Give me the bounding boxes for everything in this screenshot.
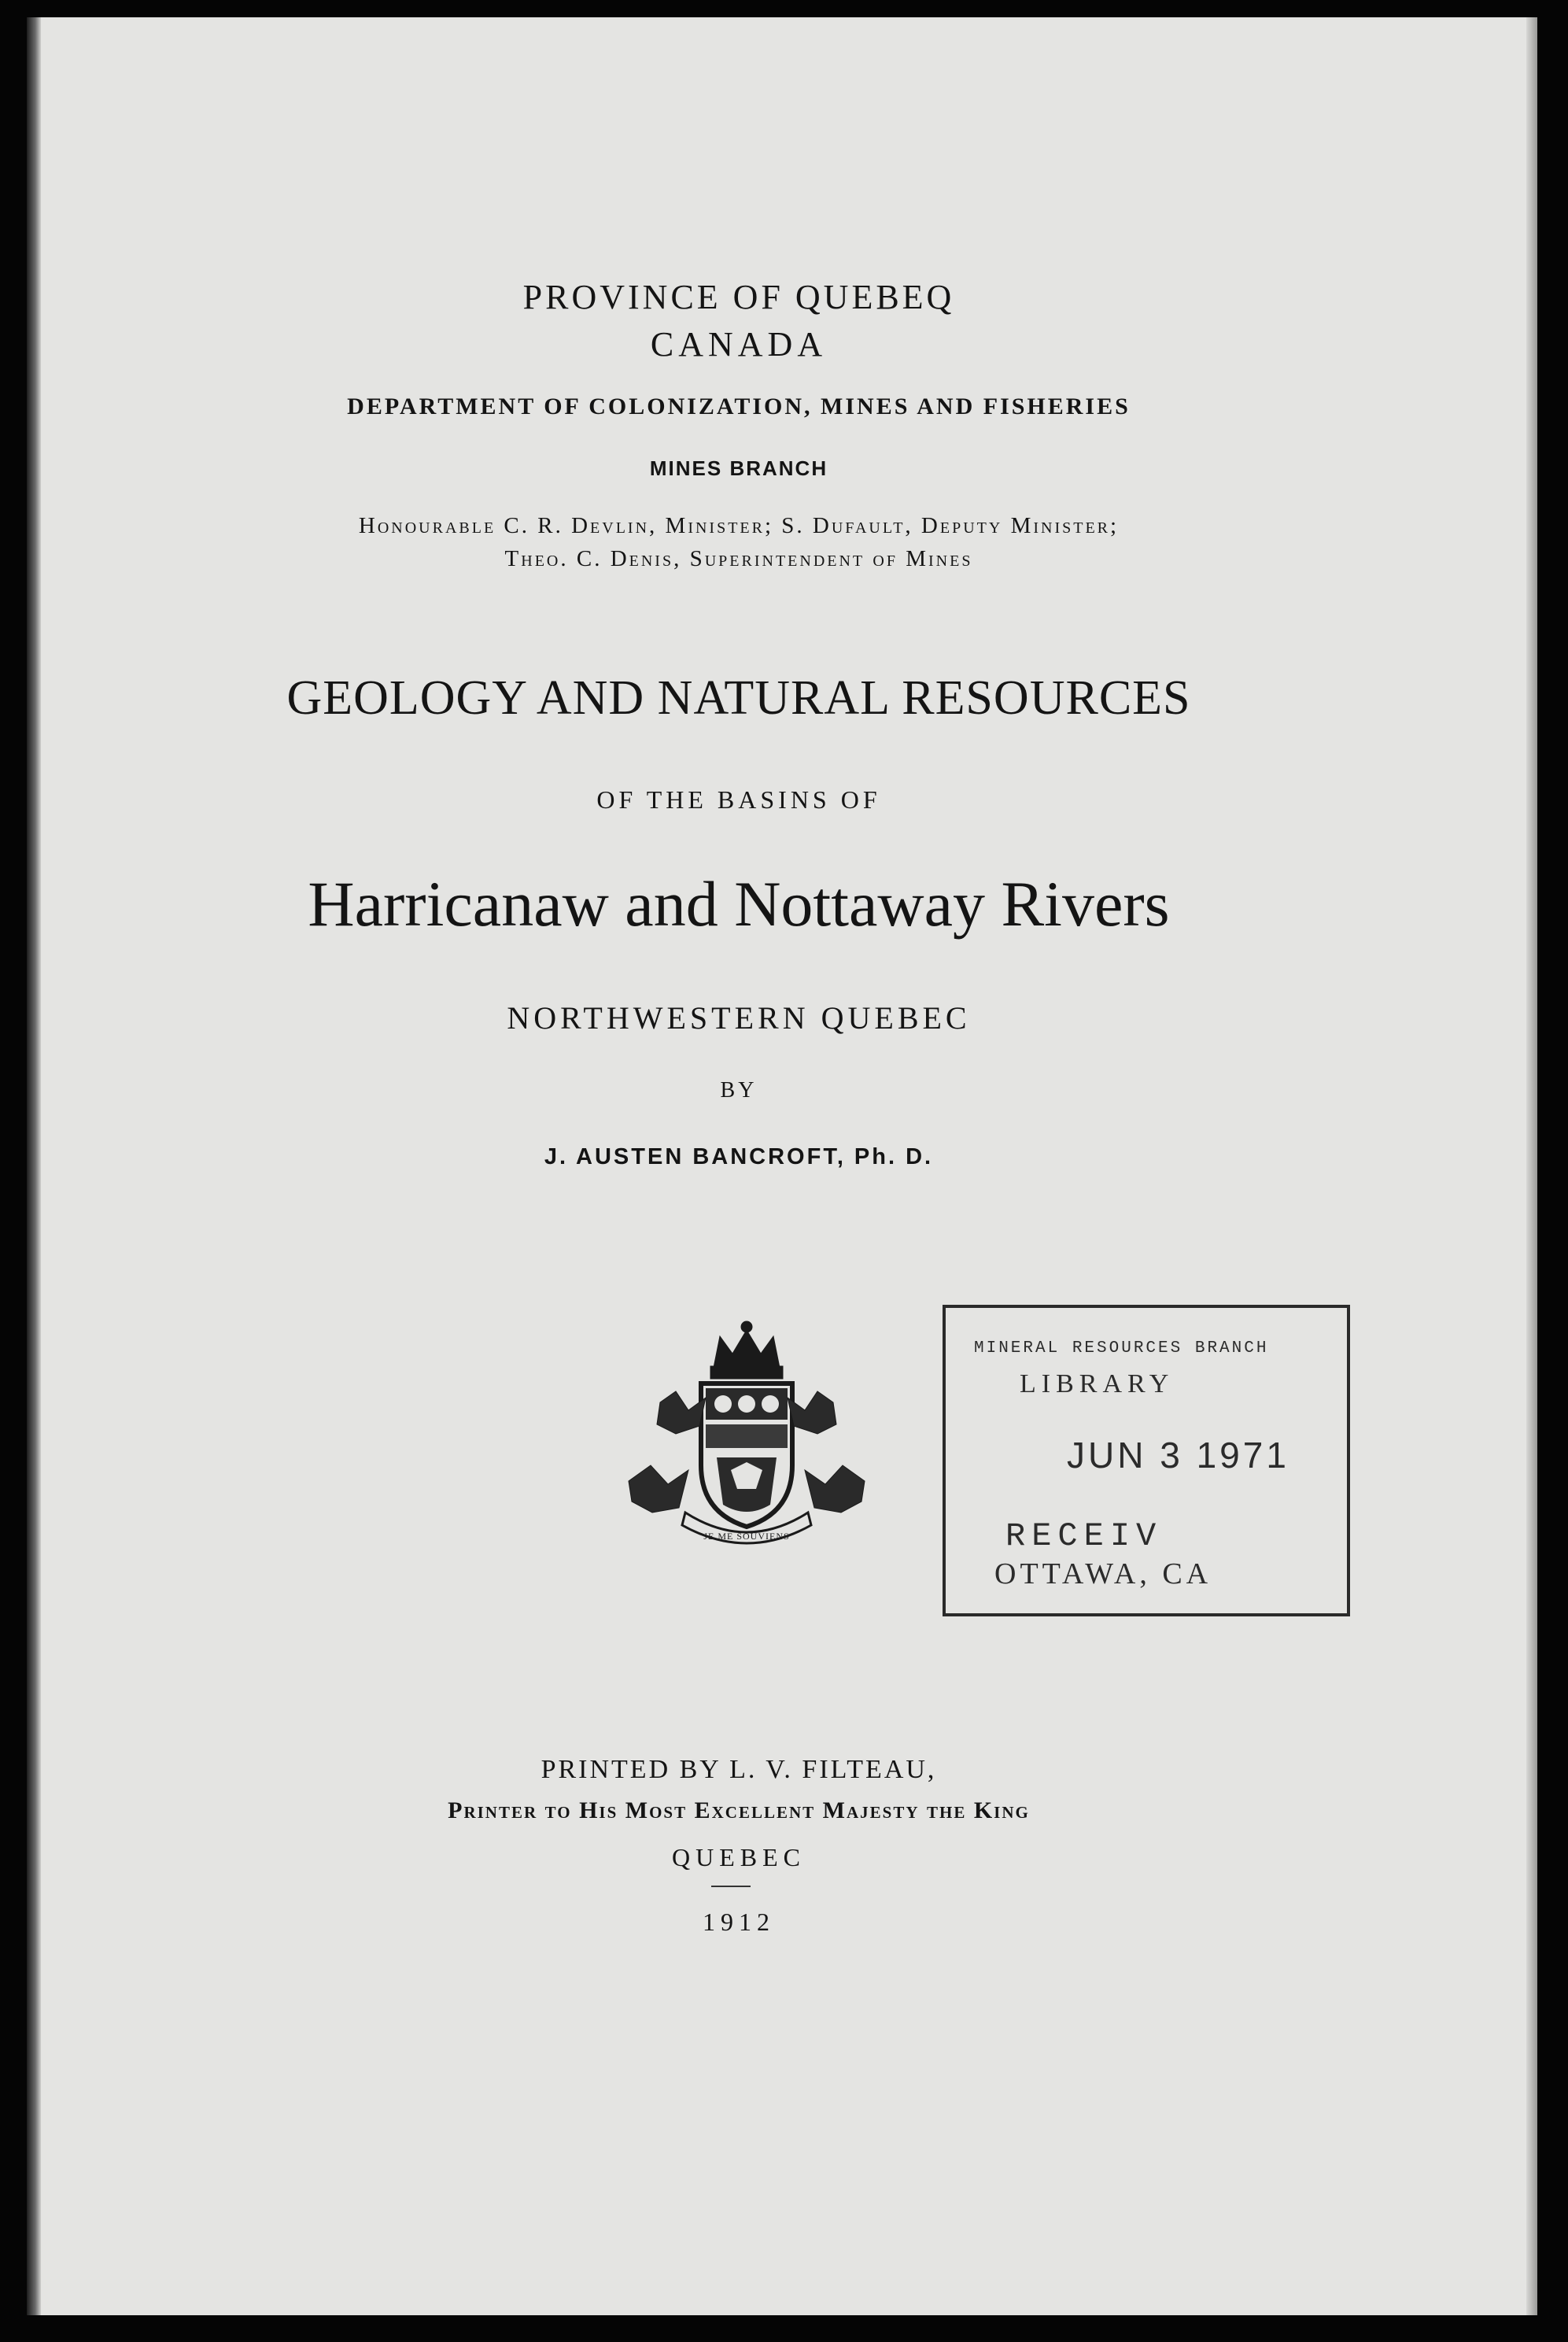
page-edge xyxy=(1526,17,1537,2315)
stamp-received-text: RECEIV xyxy=(1005,1517,1163,1555)
imprint-divider xyxy=(711,1886,751,1887)
department-heading: DEPARTMENT OF COLONIZATION, MINES AND FISHERIES xyxy=(347,393,1131,419)
stamp-location-text: OTTAWA, CA xyxy=(994,1557,1212,1590)
library-received-stamp xyxy=(943,1305,1350,1616)
officials-line-1: Honourable C. R. Devlin, Minister; S. Dufault, Deputy Minister; xyxy=(358,513,1120,538)
printer-line: PRINTED BY L. V. FILTEAU, xyxy=(540,1755,937,1784)
officials-line-2: Theo. C. Denis, Superintendent of Mines xyxy=(504,546,973,571)
country-heading: CANADA xyxy=(650,325,828,364)
stamp-branch-text: MINERAL RESOURCES BRANCH xyxy=(974,1339,1269,1358)
branch-heading: MINES BRANCH xyxy=(649,456,828,480)
by-label: BY xyxy=(720,1078,758,1103)
imprint-year: 1912 xyxy=(703,1908,775,1936)
document-title: GEOLOGY AND NATURAL RESOURCES xyxy=(286,671,1191,725)
printer-title: Printer to His Most Excellent Majesty the King xyxy=(448,1797,1030,1823)
region-subtitle: NORTHWESTERN QUEBEC xyxy=(507,1000,971,1036)
title-page xyxy=(27,17,1537,2315)
coat-of-arms-emblem xyxy=(613,1316,880,1552)
stamp-library-text: LIBRARY xyxy=(1020,1369,1175,1398)
emblem-motto: JE ME SOUVIENS xyxy=(703,1531,790,1542)
author-name: J. AUSTEN BANCROFT, Ph. D. xyxy=(544,1144,934,1169)
title-connector: OF THE BASINS OF xyxy=(596,785,881,814)
stamp-date: JUN 3 1971 xyxy=(1067,1435,1289,1476)
imprint-city: QUEBEC xyxy=(672,1843,806,1871)
rivers-title: Harricanaw and Nottaway Rivers xyxy=(308,868,1170,940)
province-heading: PROVINCE OF QUEBEQ xyxy=(522,278,955,316)
